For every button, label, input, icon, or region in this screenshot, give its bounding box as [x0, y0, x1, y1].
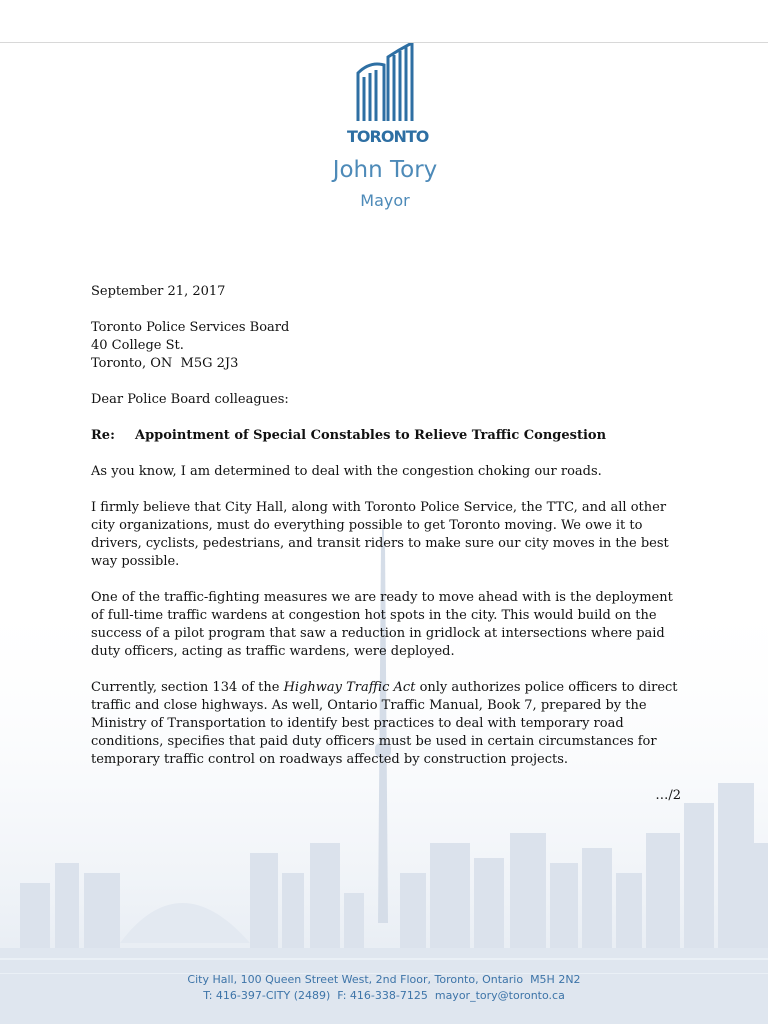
paragraph-2: I firmly believe that City Hall, along with Toronto Police Service, the TTC, and all other city organizations, must do everything possible to get Toronto moving. We owe it to drivers, cyclists, pedestrians, and transit riders to make sure our city moves in the best way possible.: [91, 500, 669, 569]
recipient-line-2: 40 College St.: [91, 338, 184, 353]
recipient-line-3: Toronto, ON M5G 2J3: [91, 356, 239, 371]
subject-line: [91, 427, 681, 445]
letter-page: [0, 43, 768, 1024]
paragraph-3: One of the traffic-fighting measures we are ready to move ahead with is the deployment of full-time traffic wardens at congestion hot spots in the city. This would build on the success of a pilot program that saw a reduction in gridlock at intersections where paid duty officers, acting as traffic wardens, were deployed.: [91, 590, 673, 659]
footer-contact: T: 416-397-CITY (2489) F: 416-338-7125 mayor_tory@toronto.ca: [203, 989, 565, 1002]
subject-label: Re:: [91, 428, 115, 443]
paragraph-1: As you know, I am determined to deal with the congestion choking our roads.: [91, 464, 602, 479]
mayor-title: Mayor: [360, 191, 410, 210]
paragraph-4-end: only authorizes police officers to direct traffic and close highways. As well, Ontario Traffic Manual, Book 7, prepared by the Ministry of Transportation to identify best practices to deal with temporary road conditions, specifies that paid duty officers must be used in certain circumstances for temporary traffic control on roadways affected by construction projects.: [91, 680, 678, 767]
highway-traffic-act: Highway Traffic Act: [283, 680, 416, 695]
page-continuation: …/2: [655, 788, 681, 803]
city-wordmark: TORONTO: [347, 127, 429, 146]
subject-text: Appointment of Special Constables to Relieve Traffic Congestion: [135, 428, 607, 443]
letter-footer: [0, 972, 768, 1004]
footer-address: City Hall, 100 Queen Street West, 2nd Floor, Toronto, Ontario M5H 2N2: [187, 973, 581, 986]
salutation: Dear Police Board colleagues:: [91, 392, 289, 407]
paragraph-4: [91, 679, 681, 769]
letter-body: [91, 283, 681, 805]
recipient-line-1: Toronto Police Services Board: [91, 320, 290, 335]
mayor-name: John Tory: [332, 157, 438, 183]
letter-date: September 21, 2017: [91, 284, 226, 299]
paragraph-4-start: Currently, section 134 of the: [91, 680, 284, 695]
